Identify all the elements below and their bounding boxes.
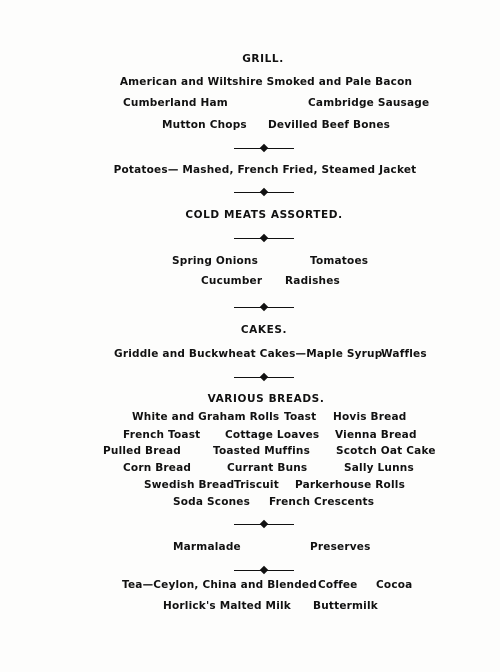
mutton-chops-item: Mutton Chops [162,119,247,131]
griddle-cakes-item: Griddle and Buckwheat Cakes—Maple Syrup [114,348,383,360]
divider-ornament [234,144,294,152]
toast-item: Toast [284,411,317,423]
preserves-item: Preserves [310,541,371,553]
buttermilk-item: Buttermilk [313,600,378,612]
breads-heading: VARIOUS BREADS. [207,393,325,405]
devilled-beef-bones-item: Devilled Beef Bones [268,119,391,131]
horlicks-item: Horlick's Malted Milk [163,600,291,612]
cold-meats-heading: COLD MEATS ASSORTED. [185,209,343,221]
divider-ornament [234,188,294,196]
cambridge-sausage-item: Cambridge Sausage [308,97,430,109]
divider-ornament [234,566,294,574]
waffles-item: Waffles [381,348,427,360]
divider-ornament [234,373,294,381]
sally-lunns-item: Sally Lunns [344,462,414,474]
french-crescents-item: French Crescents [269,496,375,508]
potatoes-item: Potatoes— Mashed, French Fried, Steamed Jacket [113,164,417,176]
grill-heading: GRILL. [242,53,284,65]
triscuit-item: Triscuit [234,479,279,491]
scotch-oat-cake-item: Scotch Oat Cake [336,445,436,457]
currant-buns-item: Currant Buns [227,462,308,474]
divider-ornament [234,520,294,528]
cakes-heading: CAKES. [240,324,288,336]
tea-item: Tea—Ceylon, China and Blended [122,579,317,591]
toasted-muffins-item: Toasted Muffins [213,445,311,457]
parkerhouse-rolls-item: Parkerhouse Rolls [295,479,406,491]
divider-ornament [234,303,294,311]
spring-onions-item: Spring Onions [172,255,259,267]
cocoa-item: Cocoa [376,579,413,591]
radishes-item: Radishes [285,275,340,287]
tomatoes-item: Tomatoes [310,255,369,267]
corn-bread-item: Corn Bread [123,462,192,474]
cottage-loaves-item: Cottage Loaves [225,429,320,441]
vienna-bread-item: Vienna Bread [335,429,417,441]
pulled-bread-item: Pulled Bread [103,445,181,457]
hovis-bread-item: Hovis Bread [333,411,407,423]
soda-scones-item: Soda Scones [173,496,251,508]
white-graham-rolls-item: White and Graham Rolls [132,411,280,423]
coffee-item: Coffee [318,579,358,591]
french-toast-item: French Toast [123,429,201,441]
divider-ornament [234,234,294,242]
swedish-bread-item: Swedish Bread [144,479,235,491]
marmalade-item: Marmalade [173,541,241,553]
cumberland-ham-item: Cumberland Ham [123,97,228,109]
bacon-item: American and Wiltshire Smoked and Pale Bacon [119,76,413,88]
cucumber-item: Cucumber [201,275,263,287]
